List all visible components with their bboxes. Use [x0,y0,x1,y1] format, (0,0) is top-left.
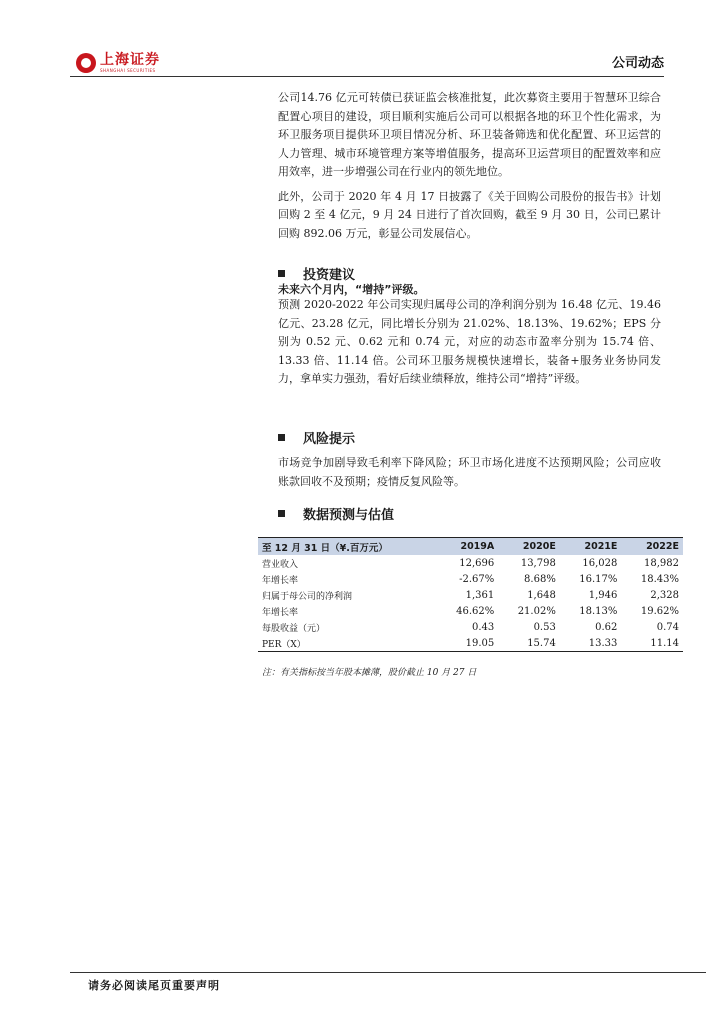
row-label: 每股收益（元） [262,623,326,634]
rating-subheading: 未来六个月内，“增持”评级。 [278,283,425,296]
square-bullet-icon [278,434,285,441]
column-header: 2021E [560,538,622,556]
table-cell: 12,696 [459,557,495,569]
invest-heading-text: 投资建议 [303,268,356,283]
page-header [70,48,664,78]
table-cell: 18.13% [579,605,618,617]
risk-heading [278,428,355,447]
table-row [258,603,683,619]
table-cell: 1,946 [588,589,618,601]
invest-body [278,296,661,389]
column-header: 2022E [621,538,683,556]
table-row [258,571,683,587]
table-cell: -2.67% [459,573,495,585]
table-row [258,587,683,603]
table-cell: 16,028 [582,557,618,569]
table-cell: 0.53 [533,621,556,633]
paragraph-convertible-bond: 公司14.76 亿元可转债已获证监会核准批复，此次募资主要用于智慧环卫综合配置心项目的建设，项目顺利实施后公司可以根据各地的环卫个性化需求，为环卫服务项目提供环卫项目情况分析、环卫装备筛选和优化配置、环卫运营的人力管理、城市环境管理方案等增值服务，提高环卫运营项目的配置效率和应用效率，进一步增强公司在行业内的领先地位。 [278,91,661,178]
square-bullet-icon [278,510,285,517]
column-header: 至 12 月 31 日（¥.百万元） [258,538,437,556]
logo-en-text: SHANGHAI SECURITIES [100,68,156,73]
table-cell: 0.43 [471,621,495,633]
table-cell: 11.14 [621,635,683,652]
table-cell: 1,361 [465,589,495,601]
risk-paragraph: 市场竞争加剧导致毛利率下降风险；环卫市场化进度不达预期风险；公司应收账款回收不及预期；疫情反复风险等。 [278,456,661,488]
paragraph-buyback: 此外，公司于 2020 年 4 月 17 日披露了《关于回购公司股份的报告书》计划回购 2 至 4 亿元，9 月 24 日进行了首次回购，截至 9 月 30 日，公司已累计回购 892.06 万元，彰显公司发展信心。 [278,189,661,240]
table-row [258,635,683,652]
column-header: 2019A [437,538,499,556]
row-label: PER（X） [258,635,437,652]
table-cell: 19.05 [437,635,499,652]
forecast-heading-text: 数据预测与估值 [303,508,395,523]
table-header-row [258,538,683,556]
table-cell: 0.62 [595,621,618,633]
table-cell: 8.68% [524,573,556,585]
table-cell: 16.17% [579,573,618,585]
table-cell: 46.62% [456,605,495,617]
company-logo [76,53,160,73]
table-cell: 0.74 [656,621,679,633]
table-cell: 18,982 [644,557,679,569]
header-divider [70,76,664,77]
footer-divider [70,972,706,973]
table-row [258,619,683,635]
table-cell: 15.74 [498,635,560,652]
invest-paragraph: 预测 2020-2022 年公司实现归属母公司的净利润分别为 16.48 亿元、19.46 亿元、23.28 亿元，同比增长分别为 21.02%、18.13%、19.62%；EPS 分别为 0.52 元、0.62 元和 0.74 元，对应的动态市盈率分别为 15.74 倍、13.33 倍、11.14 倍。公司环卫服务规模快速增长，装备+服务业务协同发力，拿单实力强劲，看好后续业绩释放，维持公司“增持”评级。 [278,298,661,385]
table-footnote: 注：有关指标按当年股本摊薄，股价截止 10 月 27 日 [262,668,477,678]
row-label: 年增长率 [262,607,299,618]
square-bullet-icon [278,270,285,277]
disclaimer-notice: 请务必阅读尾页重要声明 [88,979,220,992]
table-cell: 13.33 [560,635,622,652]
risk-heading-text: 风险提示 [303,432,356,447]
table-cell: 18.43% [640,573,679,585]
logo-icon [76,53,96,73]
table-cell: 13,798 [520,557,556,569]
row-label: 年增长率 [262,575,299,586]
table-cell: 19.62% [640,605,679,617]
forecast-heading [278,504,394,523]
forecast-table [258,537,683,652]
table-cell: 1,648 [527,589,556,601]
table-cell: 2,328 [650,589,679,601]
body-text [278,89,661,243]
row-label: 归属于母公司的净利润 [262,591,353,602]
table-cell: 21.02% [517,605,556,617]
risk-body [278,454,661,491]
logo-text: 上海证券 [100,52,160,68]
table-row [258,555,683,571]
row-label: 营业收入 [262,559,299,570]
report-type-label: 公司动态 [611,56,664,71]
column-header: 2020E [498,538,560,556]
